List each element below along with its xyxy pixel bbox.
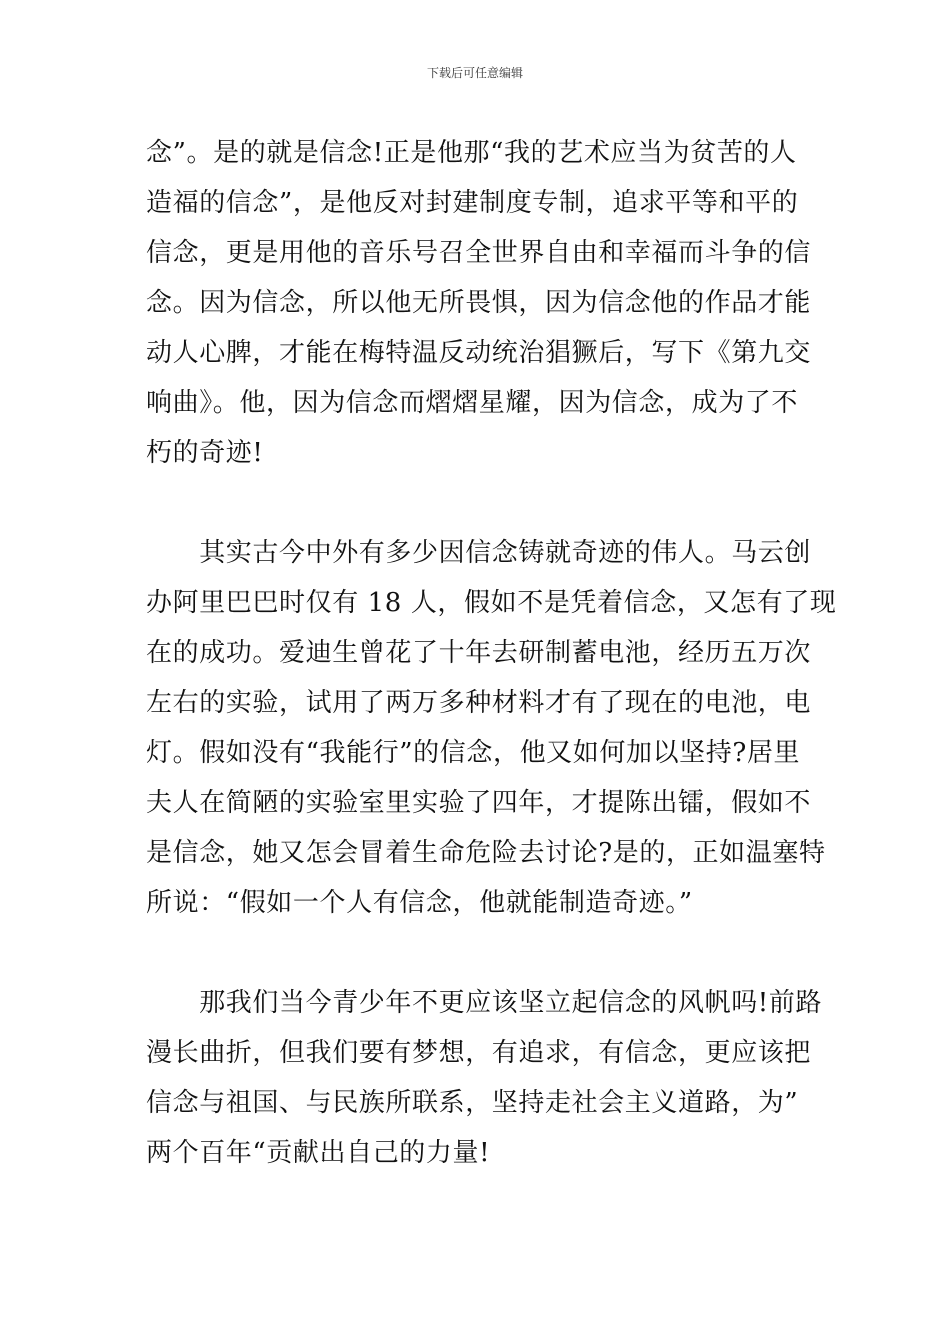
text-line: 夫人在简陋的实验室里实验了四年，才提陈出镭，假如不 <box>146 788 812 818</box>
text-line: 漫长曲折，但我们要有梦想，有追求，有信念，更应该把 <box>146 1038 812 1068</box>
text-line: 朽的奇迹! <box>146 438 264 468</box>
paragraph-1 <box>146 128 812 478</box>
text-line: 所说：“假如一个人有信念，他就能制造奇迹。” <box>146 888 693 918</box>
text-line: 信念，更是用他的音乐号召全世界自由和幸福而斗争的信 <box>146 238 812 268</box>
text-line: 两个百年“贡献出自己的力量! <box>146 1138 491 1168</box>
text-line: 办阿里巴巴时仅有 18 人，假如不是凭着信念，又怎有了现 <box>146 588 837 618</box>
text-line: 念”。是的就是信念!正是他那“我的艺术应当为贫苦的人 <box>146 138 797 168</box>
text-line: 信念与祖国、与民族所联系，坚持走社会主义道路，为” <box>146 1088 799 1118</box>
text-line: 是信念，她又怎会冒着生命危险去讨论?是的，正如温塞特 <box>146 838 826 868</box>
text-line: 那我们当今青少年不更应该坚立起信念的风帆吗!前路 <box>146 988 823 1018</box>
paragraph-3 <box>146 978 823 1178</box>
paragraph-2 <box>146 528 837 928</box>
text-line: 其实古今中外有多少因信念铸就奇迹的伟人。马云创 <box>146 538 812 568</box>
text-line: 动人心脾，才能在梅特温反动统治猖獗后，写下《第九交 <box>146 338 812 368</box>
text-line: 响曲》。他，因为信念而熠熠星耀，因为信念，成为了不 <box>146 388 799 418</box>
paragraph-spacer <box>146 928 806 978</box>
text-line: 造福的信念”，是他反对封建制度专制，追求平等和平的 <box>146 188 799 218</box>
page-header: 下载后可任意编辑 <box>426 66 523 80</box>
paragraph-spacer <box>146 478 806 528</box>
text-line: 在的成功。爱迪生曾花了十年去研制蓄电池，经历五万次 <box>146 638 812 668</box>
document-body <box>146 128 837 1178</box>
text-line: 灯。假如没有“我能行”的信念，他又如何加以坚持?居里 <box>146 738 801 768</box>
text-line: 左右的实验，试用了两万多种材料才有了现在的电池，电 <box>146 688 812 718</box>
text-line: 念。因为信念，所以他无所畏惧，因为信念他的作品才能 <box>146 288 812 318</box>
